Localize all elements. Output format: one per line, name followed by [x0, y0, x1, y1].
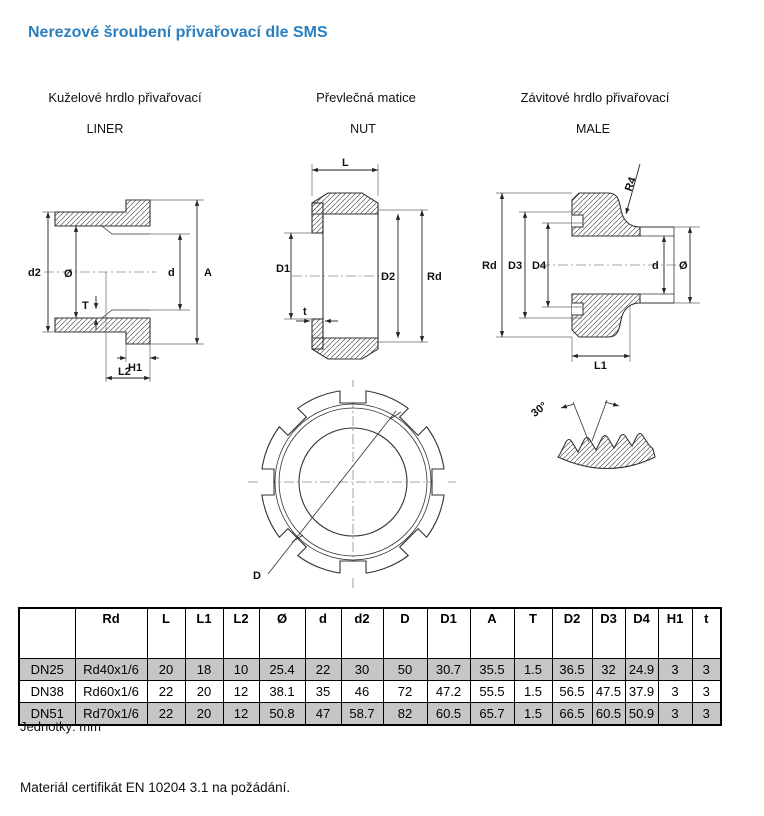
col-header: D2 — [552, 608, 592, 659]
table-cell: 35 — [305, 681, 341, 703]
nut-label-D1: D1 — [276, 263, 291, 275]
table-cell: 65.7 — [470, 703, 514, 726]
table-cell: 22 — [147, 703, 185, 726]
table-cell: 55.5 — [470, 681, 514, 703]
col-header: L1 — [185, 608, 223, 659]
table-cell: 3 — [692, 659, 721, 681]
table-cell: 1.5 — [514, 659, 552, 681]
liner-drawing — [20, 146, 235, 396]
table-cell: 20 — [185, 681, 223, 703]
col-header: H1 — [658, 608, 692, 659]
male-label-D4: D4 — [532, 260, 547, 272]
table-cell: Rd40x1/6 — [75, 659, 147, 681]
nut-front-view — [246, 378, 461, 590]
nut-front-label-D: D — [253, 570, 261, 582]
table-cell: 32 — [592, 659, 625, 681]
liner-label-d: d — [168, 267, 175, 279]
col-header: D4 — [625, 608, 658, 659]
table-cell: 50.8 — [259, 703, 305, 726]
table-cell: 50.9 — [625, 703, 658, 726]
liner-label-dia: Ø — [64, 268, 73, 280]
table-cell: 3 — [692, 681, 721, 703]
table-cell: 30 — [341, 659, 383, 681]
table-cell: 82 — [383, 703, 427, 726]
liner-seat-top — [102, 226, 150, 234]
male-label-D3: D3 — [508, 260, 523, 272]
section-heading-liner: Kuželové hrdlo přivařovací — [48, 90, 202, 105]
table-cell: 20 — [147, 659, 185, 681]
table-cell: 47.2 — [427, 681, 470, 703]
col-header — [19, 608, 75, 659]
male-groove-bottom — [572, 303, 583, 315]
male-groove-top — [572, 215, 583, 227]
table-cell: 18 — [185, 659, 223, 681]
table-cell: Rd70x1/6 — [75, 703, 147, 726]
table-cell: 10 — [223, 659, 259, 681]
nut-label-Rd: Rd — [427, 271, 442, 283]
thread-detail-drawing — [516, 386, 666, 486]
table-cell: 36.5 — [552, 659, 592, 681]
liner-label-T: T — [82, 300, 89, 312]
material-note: Materiál certifikát EN 10204 3.1 na požádání. — [20, 780, 291, 795]
table-cell: 50 — [383, 659, 427, 681]
liner-label-d2: d2 — [28, 267, 41, 279]
table-cell: 47.5 — [592, 681, 625, 703]
col-header: Rd — [75, 608, 147, 659]
table-cell: 3 — [658, 703, 692, 726]
units-note: Jednotky: mm — [20, 719, 101, 734]
table-row-dn51 — [19, 703, 721, 726]
table-cell: 46 — [341, 681, 383, 703]
section-heading-nut: Převlečná matice — [316, 90, 416, 105]
liner-label-A: A — [204, 267, 212, 279]
nut-wall-bottom — [312, 319, 323, 349]
col-header: D1 — [427, 608, 470, 659]
liner-label-L2: L2 — [118, 366, 131, 378]
table-cell: 1.5 — [514, 681, 552, 703]
table-cell: DN38 — [19, 681, 75, 703]
table-header-row — [19, 608, 721, 659]
nut-drawing — [276, 148, 446, 393]
nut-label-t: t — [303, 306, 307, 318]
nut-wall-top — [312, 203, 323, 233]
table-cell: Rd60x1/6 — [75, 681, 147, 703]
table-cell: DN51 — [19, 703, 75, 726]
table-cell: 56.5 — [552, 681, 592, 703]
table-cell: 3 — [692, 703, 721, 726]
nut-label-D2: D2 — [381, 271, 396, 283]
table-cell: 30.7 — [427, 659, 470, 681]
col-header: d — [305, 608, 341, 659]
male-label-L1: L1 — [594, 360, 607, 372]
table-cell: 37.9 — [625, 681, 658, 703]
table-cell: 12 — [223, 681, 259, 703]
section-code-nut: NUT — [350, 122, 376, 136]
liner-label-H1: H1 — [128, 362, 143, 374]
col-header: D — [383, 608, 427, 659]
male-drawing — [468, 150, 738, 375]
table-cell: 12 — [223, 703, 259, 726]
table-cell: 25.4 — [259, 659, 305, 681]
table-cell: 22 — [305, 659, 341, 681]
table-cell: 72 — [383, 681, 427, 703]
table-cell: 60.5 — [592, 703, 625, 726]
dimension-table — [18, 607, 722, 726]
nut-D-leader — [268, 411, 396, 574]
table-cell: 3 — [658, 659, 692, 681]
table-row-dn25 — [19, 659, 721, 681]
nut-label-L: L — [342, 157, 349, 169]
male-label-dia: Ø — [679, 260, 688, 272]
section-heading-male: Závitové hrdlo přivařovací — [520, 90, 670, 105]
thread-teeth-band — [558, 434, 655, 469]
table-cell: 66.5 — [552, 703, 592, 726]
section-code-liner: LINER — [86, 122, 124, 136]
table-cell: 38.1 — [259, 681, 305, 703]
table-cell: 22 — [147, 681, 185, 703]
table-cell: 47 — [305, 703, 341, 726]
male-label-Rd: Rd — [482, 260, 497, 272]
liner-section-bottom — [55, 318, 150, 344]
male-label-d: d — [652, 260, 659, 272]
section-code-male: MALE — [575, 122, 611, 136]
table-cell: 60.5 — [427, 703, 470, 726]
table-cell: 24.9 — [625, 659, 658, 681]
col-header: L2 — [223, 608, 259, 659]
table-cell: 3 — [658, 681, 692, 703]
liner-section-top — [55, 200, 150, 226]
table-cell: 58.7 — [341, 703, 383, 726]
col-header: d2 — [341, 608, 383, 659]
table-cell: DN25 — [19, 659, 75, 681]
col-header: T — [514, 608, 552, 659]
table-row-dn38 — [19, 681, 721, 703]
col-header: L — [147, 608, 185, 659]
col-header: D3 — [592, 608, 625, 659]
thread-detail-angle-label: 30° — [529, 399, 550, 420]
col-header: A — [470, 608, 514, 659]
col-header: Ø — [259, 608, 305, 659]
page-title: Nerezové šroubení přivařovací dle SMS — [28, 24, 328, 41]
liner-seat-bottom — [102, 310, 150, 318]
table-cell: 35.5 — [470, 659, 514, 681]
table-cell: 1.5 — [514, 703, 552, 726]
table-cell: 20 — [185, 703, 223, 726]
male-label-R4: R4 — [622, 175, 639, 193]
col-header: t — [692, 608, 721, 659]
